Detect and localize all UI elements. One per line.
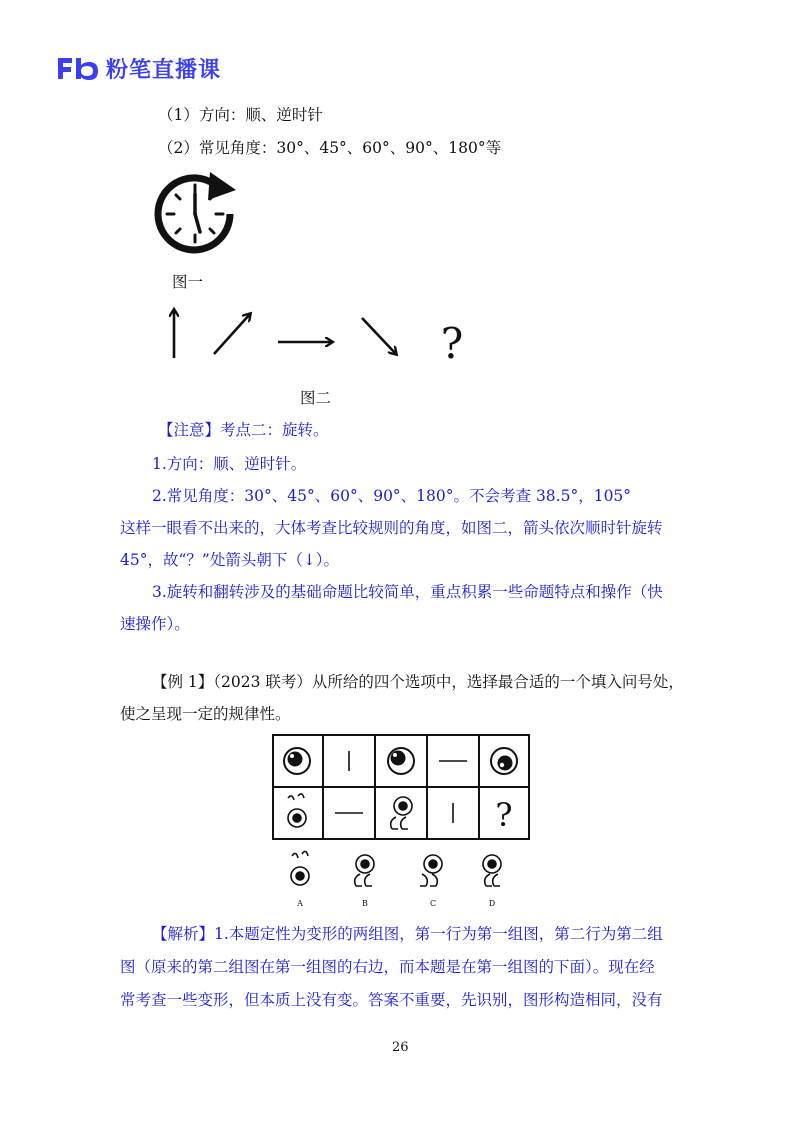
- puzzle-grid: [272, 734, 530, 840]
- answer-options: [280, 846, 520, 908]
- eye-icon: [491, 748, 517, 774]
- eye-icon: [284, 748, 310, 774]
- analysis-line-1: 【解析】1.本题定性为变形的两组图，第一行为第一组图，第二行为第二组: [152, 925, 663, 943]
- analysis-line-3: 常考查一些变形，但本质上没有变。答案不重要，先识别，图形构造相同，没有: [120, 991, 663, 1009]
- option-label-c: C: [429, 899, 437, 908]
- question-mark: ?: [440, 319, 464, 364]
- example-question-line-1: 【例 1】（2023 联考）从所给的四个选项中，选择最合适的一个填入问号处，: [152, 673, 684, 691]
- arrow-sequence-figure: [150, 300, 490, 364]
- note-title: 【注意】考点二：旋转。: [158, 421, 329, 439]
- arrow-down-right-icon: [362, 318, 396, 354]
- fb-logo-icon: [56, 55, 100, 81]
- figure-2-caption: 图二: [300, 389, 332, 407]
- option-label-b: B: [362, 899, 368, 908]
- note-item-2c: 45°，故“？”处箭头朝下（↓）。: [120, 551, 340, 569]
- brand-name: 粉笔直播课: [106, 57, 222, 83]
- eye-icon: [388, 748, 414, 774]
- note-item-1: 1.方向：顺、逆时针。: [152, 455, 307, 473]
- note-item-2a: 2.常见角度：30°、45°、60°、90°、180°。不会考查 38.5°，105°: [152, 487, 632, 505]
- analysis-line-2: 图（原来的第二组图在第一组图的右边，而本题是在第一组图的下面）。现在经: [120, 958, 655, 976]
- example-question-line-2: 使之呈现一定的规律性。: [120, 705, 291, 723]
- eye-with-feet-icon: [288, 794, 306, 827]
- option-label-d: D: [488, 899, 496, 908]
- option-b-figure: [355, 855, 374, 886]
- clock-rotation-figure: [152, 170, 238, 256]
- option-a-figure: [291, 851, 309, 885]
- option-c-figure: [420, 855, 442, 886]
- option-label-a: A: [297, 899, 303, 908]
- page-number: 26: [392, 1040, 409, 1055]
- note-item-3a: 3.旋转和翻转涉及的基础命题比较简单，重点积累一些命题特点和操作（快: [152, 583, 663, 601]
- figure-1-caption: 图一: [172, 273, 204, 291]
- direction-line: （1）方向：顺、逆时针: [158, 106, 323, 124]
- grid-question-mark: ?: [495, 796, 513, 834]
- option-d-figure: [483, 855, 501, 886]
- arrow-up-right-icon: [214, 314, 250, 354]
- note-item-3b: 速操作）。: [120, 615, 190, 633]
- angle-line: （2）常见角度：30°、45°、60°、90°、180°等: [158, 139, 502, 157]
- brand-logo: [56, 50, 221, 86]
- note-item-2b: 这样一眼看不出来的，大体考查比较规则的角度，如图二，箭头依次顺时针旋转: [120, 519, 663, 537]
- eye-with-feet-icon: [391, 797, 412, 829]
